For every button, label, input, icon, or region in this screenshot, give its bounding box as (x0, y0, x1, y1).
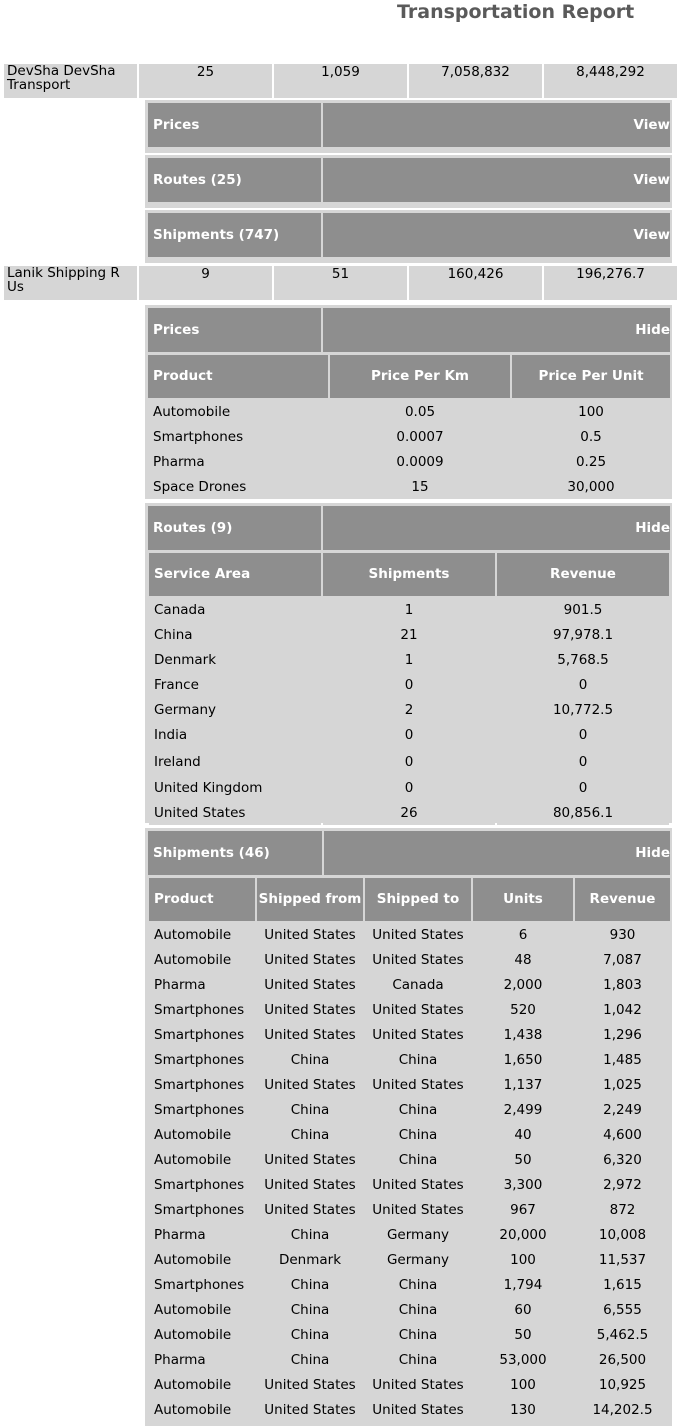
shipment-row-cell: United States (257, 924, 363, 947)
shipment-row-cell: 1,025 (575, 1074, 670, 1097)
shipment-row-cell: 20,000 (473, 1224, 573, 1247)
shipment-row-cell: United States (365, 1174, 471, 1197)
section-header: Prices (148, 308, 321, 352)
route-row-cell: 0 (497, 777, 669, 800)
carrier-revenue: 8,448,292 (544, 64, 677, 98)
shipment-row-cell: United States (257, 1074, 363, 1097)
shipment-row-cell: China (257, 1224, 363, 1247)
shipment-row-cell: 3,300 (473, 1174, 573, 1197)
column-header: Revenue (497, 553, 669, 596)
route-row-cell: 21 (323, 624, 495, 647)
route-row-cell: 10,772.5 (497, 699, 669, 722)
shipment-row-cell: Smartphones (149, 1049, 255, 1072)
shipment-row-cell: 2,249 (575, 1099, 670, 1122)
shipment-row-cell: Smartphones (149, 1074, 255, 1097)
shipment-row-cell: 50 (473, 1149, 573, 1172)
route-row-cell: 901.5 (497, 599, 669, 622)
shipment-row-cell: United States (365, 924, 471, 947)
shipment-row-cell: United States (257, 1024, 363, 1047)
shipment-row-cell: 10,925 (575, 1374, 670, 1397)
shipment-row-cell: 6 (473, 924, 573, 947)
route-row-cell: 1 (323, 649, 495, 672)
shipment-row-cell: Smartphones (149, 1199, 255, 1222)
shipment-row-cell: 26,500 (575, 1349, 670, 1372)
route-row-cell: 0 (497, 674, 669, 697)
route-row-cell: 97,978.1 (497, 624, 669, 647)
shipment-row-cell: Automobile (149, 924, 255, 947)
shipment-row-cell: United States (365, 1199, 471, 1222)
column-header: Shipped from (257, 878, 363, 921)
shipment-row-cell: 14,202.5 (575, 1399, 670, 1422)
shipment-row-cell: 50 (473, 1324, 573, 1347)
shipment-row-cell: United States (257, 1374, 363, 1397)
shipment-row-cell: China (257, 1099, 363, 1122)
carrier-routes: 9 (139, 266, 272, 300)
shipment-row-cell: 930 (575, 924, 670, 947)
column-header: Shipped to (365, 878, 471, 921)
shipment-row-cell: China (365, 1099, 471, 1122)
shipment-row-cell: 7,087 (575, 949, 670, 972)
column-header: Price Per Km (330, 355, 510, 398)
shipment-row-cell: 1,137 (473, 1074, 573, 1097)
shipment-row-cell: 100 (473, 1374, 573, 1397)
shipment-row-cell: Automobile (149, 949, 255, 972)
section-toggle[interactable]: Hide (323, 506, 670, 550)
shipment-row-cell: 1,615 (575, 1274, 670, 1297)
shipment-row-cell: United States (257, 1174, 363, 1197)
section-header: Routes (9) (148, 506, 321, 550)
shipment-row-cell: 967 (473, 1199, 573, 1222)
panel-toggle-prices[interactable]: View (323, 103, 670, 147)
shipment-row-cell: 40 (473, 1124, 573, 1147)
carrier-shipments: 51 (274, 266, 407, 300)
route-row-cell: 0 (323, 724, 495, 747)
shipment-row-cell: United States (257, 1199, 363, 1222)
route-row-cell: United States (149, 802, 321, 825)
shipment-row-cell: China (365, 1049, 471, 1072)
price-row-cell: 0.05 (330, 401, 510, 424)
price-row-cell: 0.5 (512, 426, 670, 449)
route-row-cell: 2 (323, 699, 495, 722)
shipment-row-cell: 10,008 (575, 1224, 670, 1247)
shipment-row-cell: China (257, 1274, 363, 1297)
route-row-cell: Germany (149, 699, 321, 722)
panel-header-routes: Routes (25) (148, 158, 321, 202)
shipment-row-cell: 6,555 (575, 1299, 670, 1322)
shipment-row-cell: United States (257, 1149, 363, 1172)
shipment-row-cell: United States (365, 1074, 471, 1097)
shipment-row-cell: 2,000 (473, 974, 573, 997)
route-row-cell: France (149, 674, 321, 697)
shipment-row-cell: Automobile (149, 1399, 255, 1422)
carrier-units: 7,058,832 (409, 64, 542, 98)
shipment-row-cell: China (365, 1299, 471, 1322)
shipment-row-cell: 4,600 (575, 1124, 670, 1147)
route-row-cell: 0 (497, 724, 669, 747)
report-title (0, 0, 680, 28)
shipment-row-cell: 53,000 (473, 1349, 573, 1372)
panel-header-shipments: Shipments (747) (148, 213, 321, 257)
shipment-row-cell: Automobile (149, 1374, 255, 1397)
panel-toggle-routes[interactable]: View (323, 158, 670, 202)
price-row-cell: Automobile (148, 401, 328, 424)
route-row-cell: 0 (323, 674, 495, 697)
shipment-row-cell: Automobile (149, 1149, 255, 1172)
shipment-row-cell: Automobile (149, 1324, 255, 1347)
shipment-row-cell: 11,537 (575, 1249, 670, 1272)
shipment-row-cell: 130 (473, 1399, 573, 1422)
route-row-cell: 26 (323, 802, 495, 825)
price-row-cell: 100 (512, 401, 670, 424)
shipment-row-cell: United States (365, 1374, 471, 1397)
column-header: Units (473, 878, 573, 921)
shipment-row-cell: Smartphones (149, 999, 255, 1022)
shipment-row-cell: 48 (473, 949, 573, 972)
price-row-cell: Pharma (148, 451, 328, 474)
shipment-row-cell: Smartphones (149, 1274, 255, 1297)
price-row-cell: 15 (330, 476, 510, 499)
route-row-cell: Denmark (149, 649, 321, 672)
shipment-row-cell: 1,650 (473, 1049, 573, 1072)
shipment-row-cell: Germany (365, 1224, 471, 1247)
shipment-row-cell: Smartphones (149, 1174, 255, 1197)
shipment-row-cell: China (257, 1124, 363, 1147)
shipment-row-cell: 1,485 (575, 1049, 670, 1072)
price-row-cell: 30,000 (512, 476, 670, 499)
price-row-cell: 0.0009 (330, 451, 510, 474)
shipment-row-cell: United States (365, 1024, 471, 1047)
shipment-row-cell: United States (257, 949, 363, 972)
shipment-row-cell: Smartphones (149, 1099, 255, 1122)
report-title-text: Transportation Report (397, 1, 635, 23)
shipment-row-cell: 1,296 (575, 1024, 670, 1047)
shipment-row-cell: United States (365, 1399, 471, 1422)
route-row-cell: 1 (323, 599, 495, 622)
carrier-revenue: 196,276.7 (544, 266, 677, 300)
shipment-row-cell: Germany (365, 1249, 471, 1272)
price-row-cell: 0.0007 (330, 426, 510, 449)
route-row-cell: Canada (149, 599, 321, 622)
route-row-cell: 80,856.1 (497, 802, 669, 825)
shipment-row-cell: China (365, 1124, 471, 1147)
shipment-row-cell: Automobile (149, 1299, 255, 1322)
section-toggle[interactable]: Hide (323, 308, 670, 352)
shipment-row-cell: Canada (365, 974, 471, 997)
panel-toggle-shipments[interactable]: View (323, 213, 670, 257)
shipment-row-cell: Pharma (149, 1224, 255, 1247)
shipment-row-cell: Pharma (149, 974, 255, 997)
shipment-row-cell: China (257, 1299, 363, 1322)
carrier-shipments: 1,059 (274, 64, 407, 98)
route-row-cell: Ireland (149, 749, 321, 775)
shipment-row-cell: 520 (473, 999, 573, 1022)
shipment-row-cell: 872 (575, 1199, 670, 1222)
route-row-cell: China (149, 624, 321, 647)
column-header: Shipments (323, 553, 495, 596)
price-row-cell: Smartphones (148, 426, 328, 449)
shipment-row-cell: China (257, 1049, 363, 1072)
shipment-row-cell: China (257, 1324, 363, 1347)
shipment-row-cell: United States (257, 1399, 363, 1422)
shipment-row-cell: 60 (473, 1299, 573, 1322)
shipment-row-cell: 1,803 (575, 974, 670, 997)
route-row-cell: India (149, 724, 321, 747)
route-row-cell: United Kingdom (149, 777, 321, 800)
section-header: Shipments (46) (148, 831, 322, 875)
carrier-units: 160,426 (409, 266, 542, 300)
shipment-row-cell: 1,438 (473, 1024, 573, 1047)
shipment-row-cell: 5,462.5 (575, 1324, 670, 1347)
shipment-row-cell: China (365, 1149, 471, 1172)
carrier-name: DevSha DevSha Transport (4, 64, 137, 98)
column-header: Revenue (575, 878, 670, 921)
price-row-cell: 0.25 (512, 451, 670, 474)
shipment-row-cell: Automobile (149, 1124, 255, 1147)
shipment-row-cell: 2,972 (575, 1174, 670, 1197)
shipment-row-cell: United States (257, 974, 363, 997)
shipment-row-cell: Smartphones (149, 1024, 255, 1047)
shipment-row-cell: United States (365, 999, 471, 1022)
column-header: Product (148, 355, 328, 398)
shipment-row-cell: China (365, 1274, 471, 1297)
route-row-cell: 0 (323, 749, 495, 775)
column-header: Service Area (149, 553, 321, 596)
route-row-cell: 0 (497, 749, 669, 775)
shipment-row-cell: United States (365, 949, 471, 972)
route-row-cell: 5,768.5 (497, 649, 669, 672)
shipment-row-cell: 100 (473, 1249, 573, 1272)
carrier-name: Lanik Shipping R Us (4, 266, 137, 300)
panel-header-prices: Prices (148, 103, 321, 147)
route-row-cell: 0 (323, 777, 495, 800)
shipment-row-cell: China (257, 1349, 363, 1372)
carrier-routes: 25 (139, 64, 272, 98)
shipment-row-cell: Pharma (149, 1349, 255, 1372)
section-toggle[interactable]: Hide (324, 831, 670, 875)
shipment-row-cell: Denmark (257, 1249, 363, 1272)
shipment-row-cell: United States (257, 999, 363, 1022)
shipment-row-cell: China (365, 1349, 471, 1372)
shipment-row-cell: 6,320 (575, 1149, 670, 1172)
column-header: Product (149, 878, 255, 921)
shipment-row-cell: 2,499 (473, 1099, 573, 1122)
price-row-cell: Space Drones (148, 476, 328, 499)
shipment-row-cell: 1,794 (473, 1274, 573, 1297)
shipment-row-cell: Automobile (149, 1249, 255, 1272)
column-header: Price Per Unit (512, 355, 670, 398)
shipment-row-cell: China (365, 1324, 471, 1347)
shipment-row-cell: 1,042 (575, 999, 670, 1022)
